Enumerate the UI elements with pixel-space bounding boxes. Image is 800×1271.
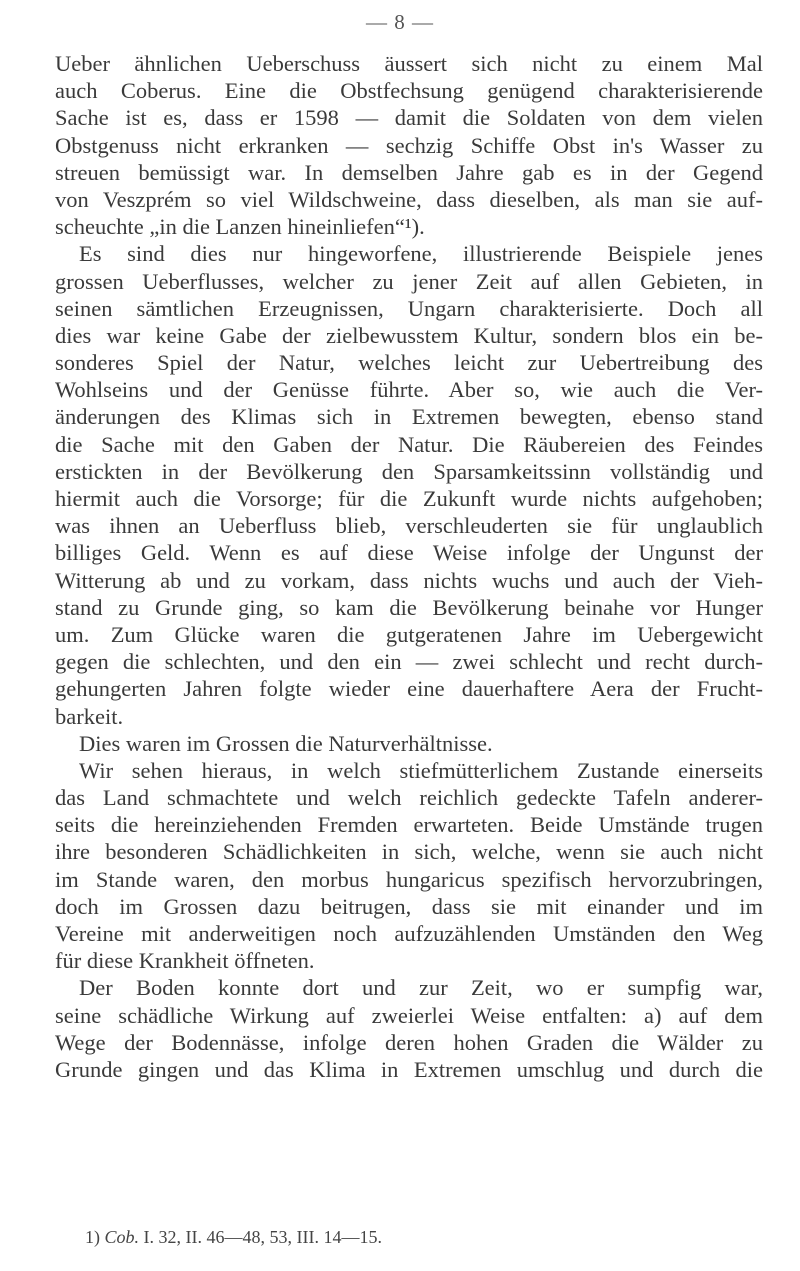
text-line: für diese Krankheit öffneten. [55,948,315,974]
text-line: Wohlseins und der Genüsse führte. Aber so, wie auch die Ver- [55,377,763,403]
text-line: Obstgenuss nicht erkranken — sechzig Schiffe Obst in's Wasser zu [55,132,763,158]
text-line: seinen sämtlichen Erzeugnissen, Ungarn charakterisierte. Doch all [55,295,763,321]
text-line: dies war keine Gabe der zielbewusstem Kultur, sondern blos ein be- [55,322,763,348]
text-line: Ueber ähnlichen Ueberschuss äussert sich nicht zu einem Mal [55,51,763,76]
footnote-refs: I. 32, II. 46—48, 53, III. 14—15. [143,1227,382,1247]
text-line: billiges Geld. Wenn es auf diese Weise infolge der Ungunst der [55,540,763,566]
text-line: gehungerten Jahren folgte wieder eine dauerhaftere Aera der Frucht- [55,676,763,702]
text-line: seine schädliche Wirkung auf zweierlei Weise entfalten: a) auf dem [55,1002,763,1028]
text-line: was ihnen an Ueberfluss blieb, verschleuderten sie für unglaublich [55,513,763,539]
text-line: scheuchte „in die Lanzen hineinliefen“¹). [55,214,425,240]
text-line: doch im Grossen dazu beitrugen, dass sie mit einander und im [55,893,763,919]
footnote-marker: 1) [85,1227,100,1247]
text-line: stand zu Grunde ging, so kam die Bevölkerung beinahe vor Hunger [55,594,763,620]
text-line: ihre besonderen Schädlichkeiten in sich, welche, wenn sie auch nicht [55,839,763,865]
text-line: das Land schmachtete und welch reichlich gedeckte Tafeln anderer- [55,785,763,811]
paragraph-start: Es sind dies nur hingeworfene, illustrierende Beispiele jenes [79,241,763,267]
text-line: erstickten in der Bevölkerung den Sparsamkeitssinn vollständig und [55,458,763,484]
text-line: Witterung ab und zu vorkam, dass nichts wuchs und auch der Vieh- [55,567,763,593]
text-line: seits die hereinziehenden Fremden erwarteten. Beide Umstände trugen [55,812,763,838]
paragraph-start: Wir sehen hieraus, in welch stiefmütterlichem Zustande einerseits [79,757,763,783]
text-line: hiermit auch die Vorsorge; für die Zukunft wurde nichts aufgehoben; [55,486,763,511]
text-line: streuen bemüssigt war. In demselben Jahre gab es in der Gegend [55,159,763,185]
text-line: auch Coberus. Eine die Obstfechsung genügend charakterisierende [55,78,763,104]
text-line: Sache ist es, dass er 1598 — damit die Soldaten von dem vielen [55,105,763,131]
footnote [85,1226,382,1248]
paragraph-start: Der Boden konnte dort und zur Zeit, wo er sumpfig war, [79,975,763,1001]
footnote-source: Cob. [104,1227,140,1247]
text-line: von Veszprém so viel Wildschweine, dass dieselben, als man sie auf- [55,186,763,212]
text-line: änderungen des Klimas sich in Extremen bewegten, ebenso stand [55,404,763,430]
body-text [55,50,763,1083]
text-line: im Stande waren, den morbus hungaricus spezifisch hervorzubringen, [55,866,763,892]
text-line: barkeit. [55,703,124,729]
page-number: — 8 — [366,10,434,34]
text-line: die Sache mit den Gaben der Natur. Die Räubereien des Feindes [55,431,763,457]
text-line: grossen Ueberflusses, welcher zu jener Zeit auf allen Gebieten, in [55,268,763,294]
text-line: gegen die schlechten, und den ein — zwei schlecht und recht durch- [55,649,763,675]
text-line: Grunde gingen und das Klima in Extremen umschlug und durch die [55,1056,763,1082]
text-line: um. Zum Glücke waren die gutgeratenen Jahre im Uebergewicht [55,621,763,647]
text-line: Vereine mit anderweitigen noch aufzuzählenden Umständen den Weg [55,921,763,946]
text-line: sonderes Spiel der Natur, welches leicht zur Uebertreibung des [55,350,763,376]
paragraph-start: Dies waren im Grossen die Naturverhältnisse. [79,730,493,756]
text-line: Wege der Bodennässe, infolge deren hohen Graden die Wälder zu [55,1029,763,1055]
